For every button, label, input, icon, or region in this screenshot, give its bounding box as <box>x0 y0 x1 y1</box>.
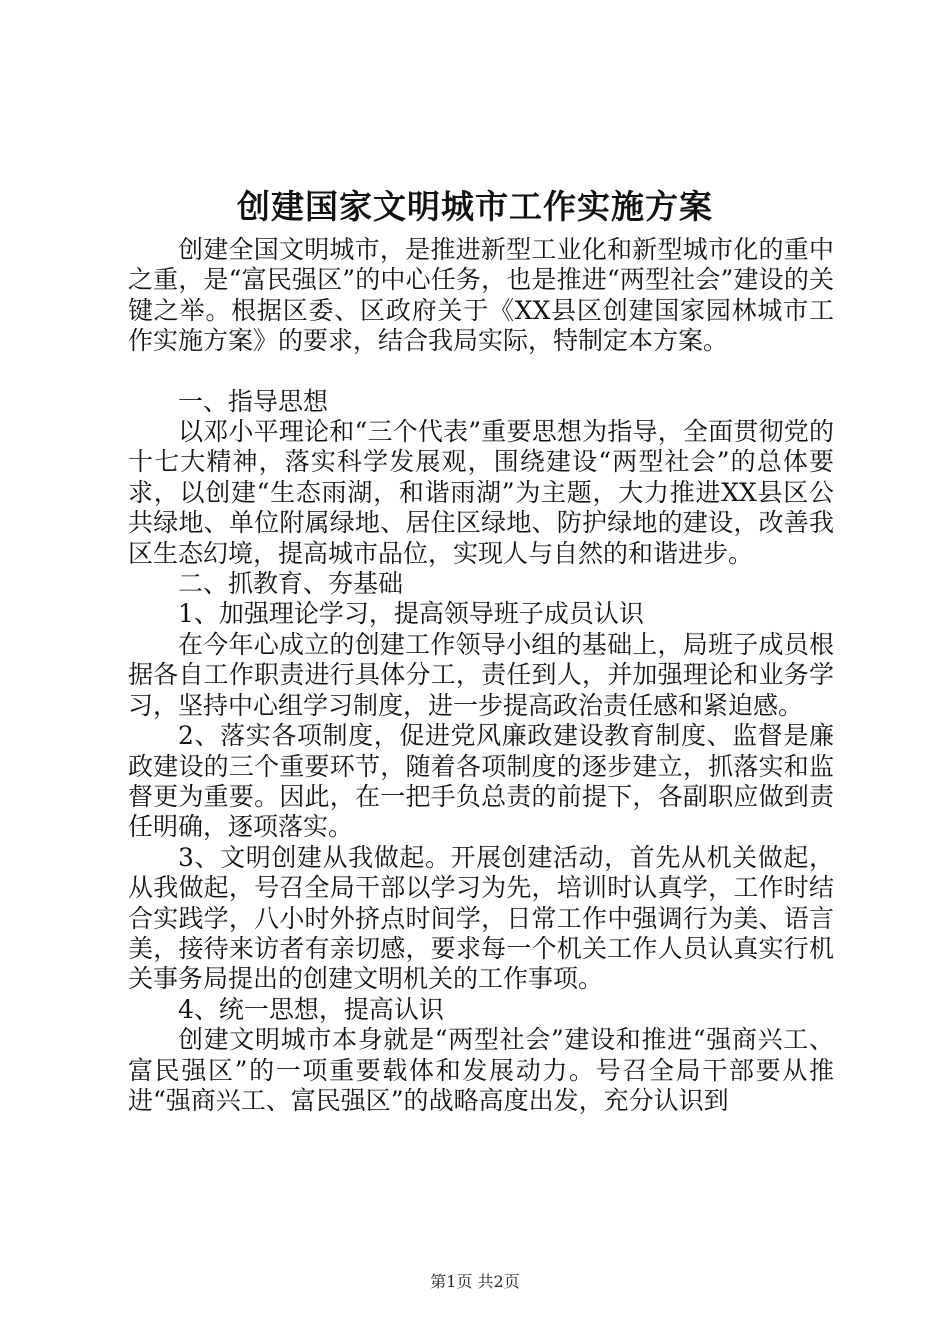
item-body-systems: 2、落实各项制度，促进党风廉政建设教育制度、监督是廉政建设的三个重要环节，随着各项制度的逐步建立，抓落实和监督更为重要。因此，在一把手负总责的前提下，各副职应做到责任明确，逐项落实。 <box>128 721 834 842</box>
section-heading-guiding-ideology: 一、指导思想 <box>178 386 329 416</box>
item-body-civilization: 3、文明创建从我做起。开展创建活动，首先从机关做起，从我做起，号召全局干部以学习为先，培训时认真学，工作时结合实践学，八小时外挤点时间学，日常工作中强调行为美、语言美，接待来访者有亲切感，要求每一个机关工作人员认真实行机关事务局提出的创建文明机关的工作事项。 <box>128 842 834 994</box>
item-body-theory-study: 在今年心成立的创建工作领导小组的基础上，局班子成员根据各自工作职责进行具体分工，责任到人，并加强理论和业务学习，坚持中心组学习制度，进一步提高政治责任感和紧迫感。 <box>128 629 834 720</box>
document-title: 创建国家文明城市工作实施方案 <box>237 187 713 226</box>
intro-paragraph: 创建全国文明城市，是推进新型工业化和新型城市化的重中之重，是“富民强区”的中心任务，也是推进“两型社会”建设的关键之举。根据区委、区政府关于《XX县区创建国家园林城市工作实施方案》的要求，结合我局实际，特制定本方案。 <box>128 235 834 356</box>
section-heading-education: 二、抓教育、夯基础 <box>178 569 404 599</box>
item-body-unify-thinking: 创建文明城市本身就是“两型社会”建设和推进“强商兴工、富民强区”的一项重要载体和发展动力。号召全局干部要从推进“强商兴工、富民强区”的战略高度出发，充分认识到 <box>128 1025 834 1115</box>
paragraph-gap <box>128 357 834 387</box>
page-number-footer: 第1页 共2页 <box>430 1272 520 1291</box>
section-body-guiding-ideology: 以邓小平理论和“三个代表”重要思想为指导，全面贯彻党的十七大精神，落实科学发展观，围绕建设“两型社会”的总体要求，以创建“生态雨湖，和谐雨湖”为主题，大力推进XX县区公共绿地、单位附属绿地、居住区绿地、防护绿地的建设，改善我区生态幻境，提高城市品位，实现人与自然的和谐进步。 <box>128 417 834 568</box>
document-body <box>128 235 834 1116</box>
item-heading-theory-study: 1、加强理论学习，提高领导班子成员认识 <box>178 599 644 629</box>
item-heading-unify-thinking: 4、统一思想，提高认识 <box>178 994 444 1024</box>
